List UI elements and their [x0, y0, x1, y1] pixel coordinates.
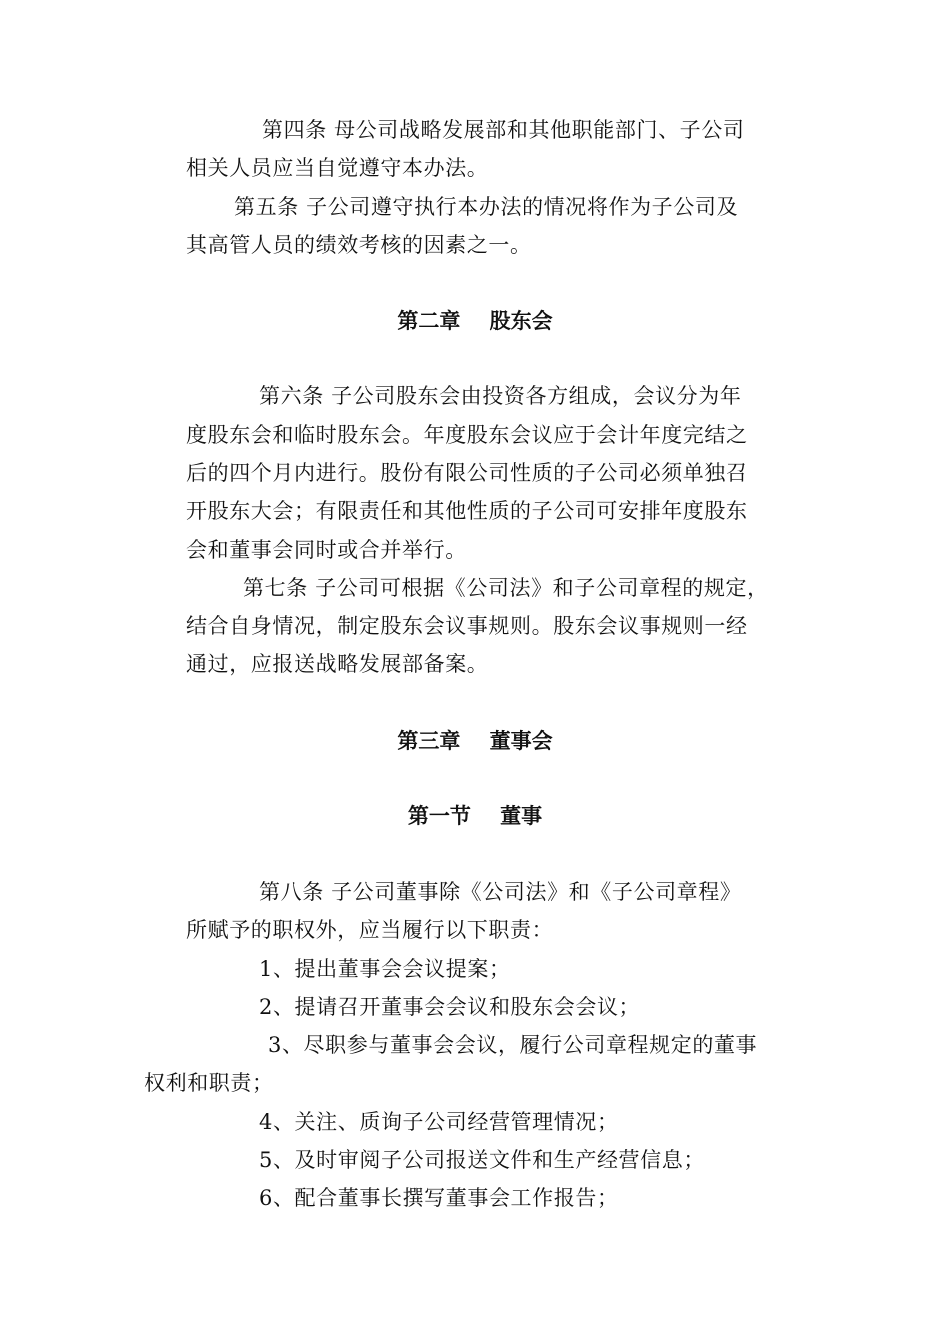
list-item: 5、及时审阅子公司报送文件和生产经营信息； — [259, 1148, 705, 1172]
paragraph-line: 第七条 子公司可根据《公司法》和子公司章程的规定， — [243, 576, 769, 600]
paragraph-line: 第四条 母公司战略发展部和其他职能部门、子公司 — [262, 118, 745, 142]
paragraph-line: 所赋予的职权外，应当履行以下职责： — [186, 918, 554, 942]
paragraph-line: 度股东会和临时股东会。年度股东会议应于会计年度完结之 — [186, 423, 748, 447]
paragraph-line: 开股东大会；有限责任和其他性质的子公司可安排年度股东 — [186, 499, 748, 523]
paragraph-line: 通过，应报送战略发展部备案。 — [186, 652, 489, 676]
paragraph-line: 会和董事会同时或合并举行。 — [186, 538, 467, 562]
chapter-2-heading: 第二章 股东会 — [397, 309, 553, 333]
paragraph-line: 第八条 子公司董事除《公司法》和《子公司章程》 — [259, 880, 742, 904]
list-item: 2、提请召开董事会会议和股东会会议； — [259, 995, 641, 1019]
paragraph-line: 相关人员应当自觉遵守本办法。 — [186, 156, 489, 180]
paragraph-line: 第五条 子公司遵守执行本办法的情况将作为子公司及 — [234, 195, 739, 219]
list-item: 3、尽职参与董事会会议，履行公司章程规定的董事 — [268, 1033, 758, 1057]
list-item: 6、配合董事长撰写董事会工作报告； — [259, 1186, 619, 1210]
list-item: 1、提出董事会会议提案； — [259, 957, 511, 981]
chapter-3-heading: 第三章 董事会 — [397, 729, 553, 753]
paragraph-line: 后的四个月内进行。股份有限公司性质的子公司必须单独召 — [186, 461, 748, 485]
list-item: 4、关注、质询子公司经营管理情况； — [259, 1110, 619, 1134]
list-item-continuation: 权利和职责； — [144, 1071, 274, 1095]
paragraph-line: 第六条 子公司股东会由投资各方组成，会议分为年 — [259, 384, 742, 408]
paragraph-line: 其高管人员的绩效考核的因素之一。 — [186, 233, 532, 257]
paragraph-line: 结合自身情况，制定股东会议事规则。股东会议事规则一经 — [186, 614, 748, 638]
section-1-heading: 第一节 董事 — [407, 804, 543, 828]
